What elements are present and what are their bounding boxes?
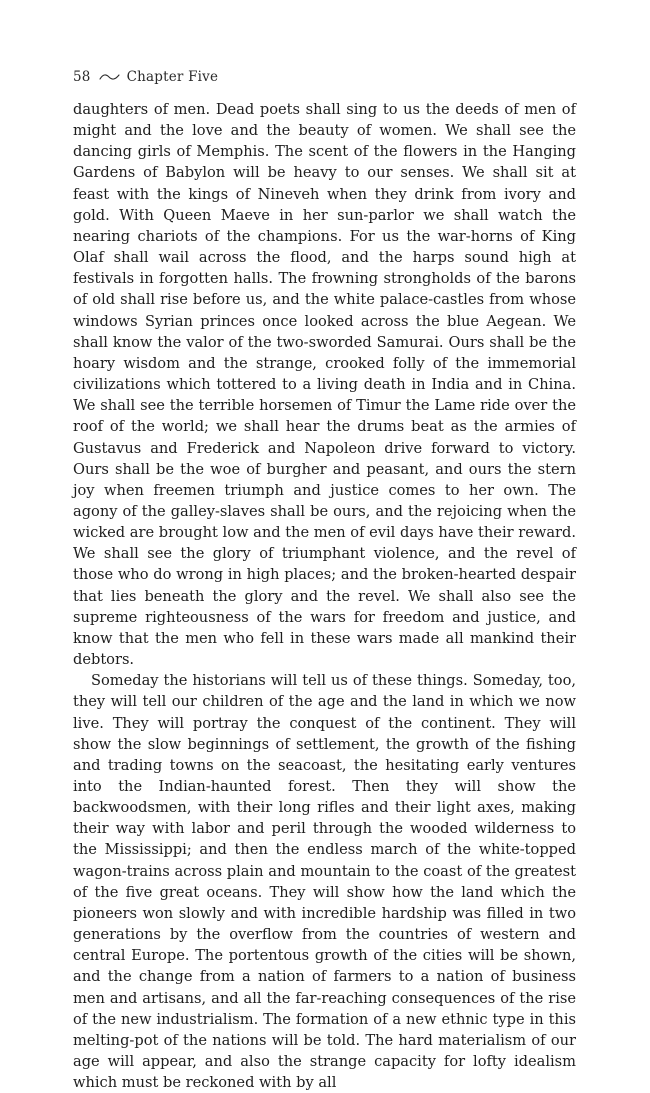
page-number: 58 <box>73 69 91 85</box>
paragraph-continued: daughters of men. Dead poets shall sing to us the deeds of men of might and the love and the beauty of women. We shall see the dancing girls of Memphis. The scent of the flowers in the Hanging Gardens of Babylon will be heavy to our senses. We shall sit at feast with the kings of Nineveh when they drink from ivory and gold. With Queen Maeve in her sun-parlor we shall watch the nearing chariots of the champions. For us the war-horns of King Olaf shall wail across the flood, and the harps sound high at festivals in forgotten halls. The frowning strongholds of the barons of old shall rise before us, and the white palace-castles from whose windows Syrian princes once looked across the blue Aegean. We shall know the valor of the two-sworded Samurai. Ours shall be the hoary wisdom and the strange, crooked folly of the immemorial civilizations which tottered to a living death in India and in China. We shall see the terrible horsemen of Timur the Lame ride over the roof of the world; we shall hear the drums beat as the armies of Gustavus and Frederick and Napoleon drive forward to victory. Ours shall be the woe of burgher and peasant, and ours the stern joy when freemen triumph and justice comes to her own. The agony of the galley-slaves shall be ours, and the rejoicing when the wicked are brought low and the men of evil days have their reward. We shall see the glory of triumphant violence, and the revel of those who do wrong in high places; and the broken-hearted despair that lies beneath the glory and the revel. We shall also see the supreme righteousness of the wars for freedom and justice, and know that the men who fell in these wars made all mankind their debtors. <box>73 101 576 669</box>
swash-ornament-icon <box>99 72 120 82</box>
paragraph-historians: Someday the historians will tell us of these things. Someday, too, they will tell our children of the age and the land in which we now live. They will portray the conquest of the continent. They will show the slow beginnings of settlement, the growth of the fishing and trading towns on the seacoast, the hesitating early ventures into the Indian-haunted forest. Then they will show the backwoodsmen, with their long rifles and their light axes, making their way with labor and peril through the wooded wilderness to the Mississippi; and then the endless march of the white-topped wagon-trains across plain and mountain to the coast of the greatest of the five great oceans. They will show how the land which the pioneers won slowly and with incredible hardship was filled in two generations by the overflow from the countries of western and central Europe. The portentous growth of the cities will be shown, and the change from a nation of farmers to a nation of business men and artisans, and all the far-reaching consequences of the rise of the new industrialism. The formation of a new ethnic type in this melting-pot of the nations will be told. The hard materialism of our age will appear, and also the strange capacity for lofty idealism which must be reckoned with by all <box>73 672 576 1092</box>
body-text <box>73 99 576 1093</box>
chapter-title: Chapter Five <box>126 69 219 85</box>
running-head <box>73 67 218 87</box>
